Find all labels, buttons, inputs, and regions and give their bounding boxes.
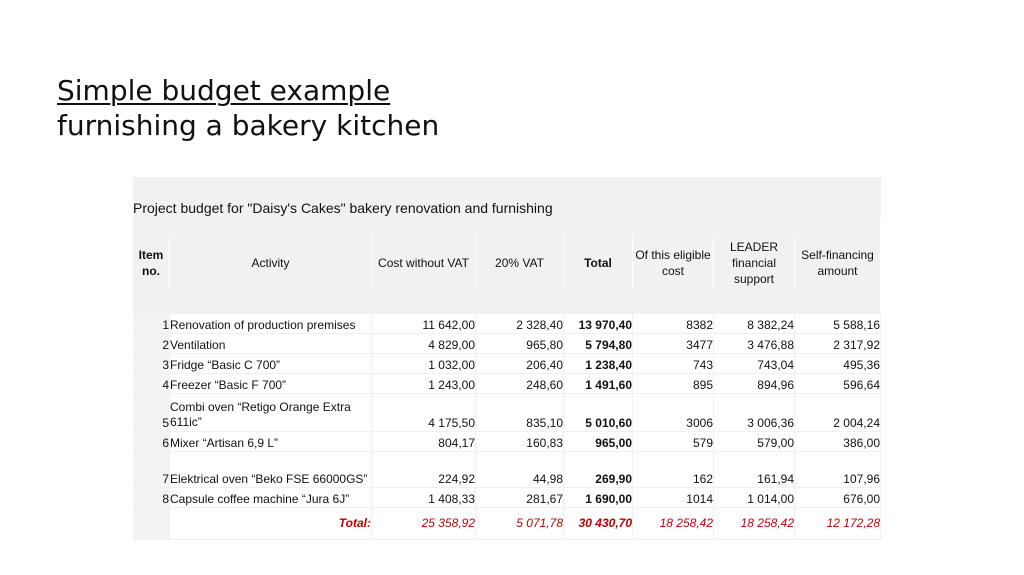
row-cost: 1 408,33 [372,488,476,508]
row-item-no: 8 [133,488,170,508]
row-total: 1 690,00 [564,488,633,508]
row-cost: 11 642,00 [372,314,476,334]
row-eligible: 1014 [633,488,714,508]
row-eligible: 3477 [633,334,714,354]
header-spacer [133,218,881,236]
row-activity: Elektrical oven “Beko FSE 66000GS” [170,452,372,488]
row-leader: 743,04 [714,354,795,374]
row-eligible: 895 [633,374,714,394]
row-self: 2 004,24 [795,394,881,432]
header-activity: Activity [170,236,372,290]
table-row [133,354,881,374]
budget-table [133,177,881,540]
row-vat: 160,83 [476,432,564,452]
row-eligible: 3006 [633,394,714,432]
slide-subtitle: furnishing a bakery kitchen [57,109,440,142]
caption-top-spacer [133,177,881,197]
row-activity: Renovation of production premises [170,314,372,334]
row-total: 269,90 [564,452,633,488]
row-cost: 224,92 [372,452,476,488]
slide-title: Simple budget example [57,74,391,107]
row-total: 1 491,60 [564,374,633,394]
totals-self: 12 172,28 [795,508,881,540]
row-eligible: 579 [633,432,714,452]
row-cost: 4 829,00 [372,334,476,354]
row-vat: 965,80 [476,334,564,354]
table-row [133,374,881,394]
row-self: 495,36 [795,354,881,374]
header-self-financing: Self-financing amount [795,236,881,290]
row-total: 13 970,40 [564,314,633,334]
row-leader: 8 382,24 [714,314,795,334]
row-eligible: 8382 [633,314,714,334]
table-caption: Project budget for "Daisy's Cakes" bakery renovation and furnishing [133,197,881,218]
row-eligible: 743 [633,354,714,374]
table-row [133,432,881,452]
row-self: 676,00 [795,488,881,508]
row-vat: 835,10 [476,394,564,432]
row-activity: Capsule coffee machine “Jura 6J” [170,488,372,508]
row-item-no: 5 [133,394,170,432]
row-self: 386,00 [795,432,881,452]
row-cost: 804,17 [372,432,476,452]
row-self: 5 588,16 [795,314,881,334]
row-vat: 281,67 [476,488,564,508]
row-self: 107,96 [795,452,881,488]
row-item-no: 7 [133,452,170,488]
row-vat: 206,40 [476,354,564,374]
totals-label: Total: [170,508,372,540]
row-activity: Mixer “Artisan 6,9 L” [170,432,372,452]
row-item-no: 1 [133,314,170,334]
row-self: 2 317,92 [795,334,881,354]
row-activity: Combi oven “Retigo Orange Extra 611ic” [170,394,372,432]
table-row [133,394,881,432]
table-row [133,314,881,334]
header-item-no: Item no. [133,236,170,290]
row-activity: Ventilation [170,334,372,354]
row-total: 5 010,60 [564,394,633,432]
slide-title-block [57,74,439,144]
totals-total: 30 430,70 [564,508,633,540]
header-total: Total [564,236,633,290]
totals-vat: 5 071,78 [476,508,564,540]
row-item-no: 2 [133,334,170,354]
row-cost: 1 243,00 [372,374,476,394]
header-cost-without-vat: Cost without VAT [372,236,476,290]
row-activity: Freezer “Basic F 700” [170,374,372,394]
row-cost: 1 032,00 [372,354,476,374]
row-leader: 3 476,88 [714,334,795,354]
totals-leader: 18 258,42 [714,508,795,540]
row-vat: 2 328,40 [476,314,564,334]
totals-eligible: 18 258,42 [633,508,714,540]
row-total: 5 794,80 [564,334,633,354]
table-row [133,488,881,508]
row-cost: 4 175,50 [372,394,476,432]
row-self: 596,64 [795,374,881,394]
totals-row [133,508,881,540]
row-eligible: 162 [633,452,714,488]
header-vat: 20% VAT [476,236,564,290]
row-vat: 44,98 [476,452,564,488]
row-leader: 161,94 [714,452,795,488]
header-eligible-cost: Of this eligible cost [633,236,714,290]
table-header-row [133,236,881,290]
row-item-no: 6 [133,432,170,452]
table-row [133,452,881,488]
row-total: 965,00 [564,432,633,452]
totals-cost: 25 358,92 [372,508,476,540]
row-leader: 1 014,00 [714,488,795,508]
totals-item-no [133,508,170,540]
header-gap [133,290,881,314]
row-leader: 579,00 [714,432,795,452]
row-activity: Fridge “Basic C 700” [170,354,372,374]
table-row [133,334,881,354]
row-vat: 248,60 [476,374,564,394]
row-item-no: 4 [133,374,170,394]
row-leader: 3 006,36 [714,394,795,432]
header-leader-support: LEADER financial support [714,236,795,290]
row-item-no: 3 [133,354,170,374]
row-total: 1 238,40 [564,354,633,374]
row-leader: 894,96 [714,374,795,394]
